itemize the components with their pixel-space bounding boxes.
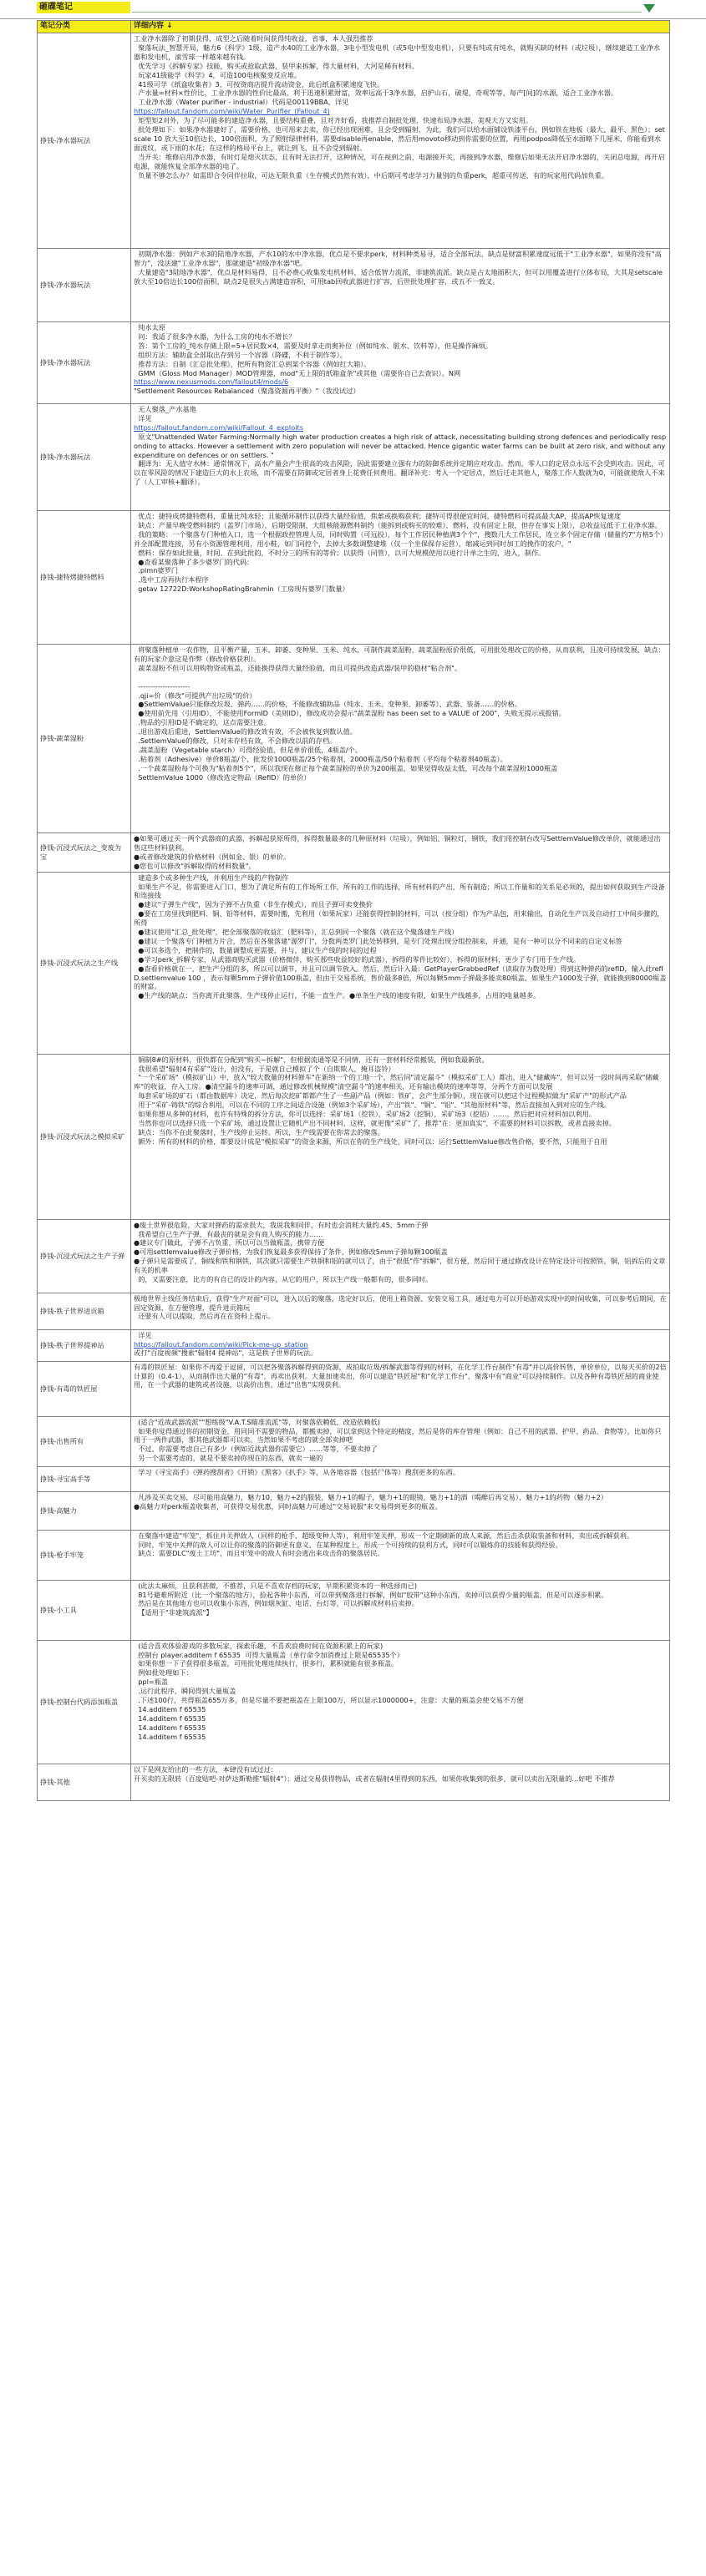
header-rule (132, 3, 642, 13)
detail-text: 将聚落种植单一农作物，且平衡产量，玉米、卸萎、变种果、玉米、纯水，可制作蔬菜湿粉，蔬菜湿粉原价很低，可用批处理改它的价格，从而获利，且凌可持续发展，缺点：有的玩家介意这是作弊（修改价格获利）。 蔬菜湿粉不但可以用购物资或瓶盖，还能换得获得大量经验值，而且可提供改造武器/装甲的稳材"粘合剂"。 --------------------- .qji=价（修改"可提供产出垃圾"的价） ●SettlemValue只能修改垃圾、弹药……的价格，不能修改辅助品（纯水、玉米、变种果、卸萎等）、武器、装备……的价格。 ●使用前先用（引用ID），不能使用FormID（美则ID），修改成功会提示"蔬菜湿粉 has been set to a VALUE of 200"，失败无提示或报错。 .物品的引用ID是不确定的，这点需要注意。 .退出游戏后重进，SettlemValue的修改效有效，不会被恢复到数认值。 .SettlemValue的修改，只对未存档有效，不会修改以前的存档。 .蔬菜湿粉（Vegetable starch）可得经验值，但是单价很低，4瓶盖/个。 .粘着剂（Adhesive）单价8瓶盖/个，批发价1000瓶盖/25个粘着剂，2000瓶盖/50个粘着剂（平均每个粘着剂40瓶盖）。 .一个蔬菜湿粉每个可换为"粘着剂5个"，所以我现在修正每个蔬菜湿粉的单价为200瓶盖，如果觉得收益太低，可改每个蔬菜湿粉1000瓶盖 SettlemValue 1000（修改选定物品（RefID）的单价） (134, 645, 665, 782)
table-row (38, 1329, 670, 1361)
table-row (38, 1640, 670, 1764)
table-row (38, 1219, 670, 1293)
row-category: 挣钱-枪手牢笼 (38, 1530, 131, 1580)
row-detail (131, 872, 670, 1054)
detail-text: 铜制8#的原材料，很快都在分配到"购买~拆解"，但根据流通等是不同情，还有一套材料经常搬装，例如我最新放。 我很希望"辐射4有采矿"设计，但没有，于是就自己模拟了个（自欺欺人，掩耳盗铃） "一个采矿场"（模拟矿山）中，放入"较大数量的材料修车"在新纳一个的工地一个，然后同"清定漏斗"（模拟采矿工人）都出，进入"储藏库"，但可以另一段时间再采取"储藏库"的收益，存入工房。●清空漏斗的速率可调，通过修改机械规模"清空漏斗"的速率相关，还有输出模块的速率等等，分两个方面可以发展 每套采矿场的矿石（都由数据库）决定，然后每次挖矿都都产生了一些副产品（例如：铁矿，会产生部分铜），现在就可以把这个过程模拟做为"采矿产"的形式产品 用于"采矿-铸铁"的综合利用，可以在不同的工序之间适合设施（例如3个采矿场），产出"铁"、"铜"、"铝"、"其他原材料"等，然后直接加入到对应的生产线。 如果你想从多种的材料，也许有特殊的拆分方法，你可以选择：采矿场1（挖铁），采矿场2（挖铜），采矿场3（挖铝）……，然后把对应材料加以利用。 当然你也可以选择只选一个采矿场，通过设置让它随机产出不同材料，这样，就更像"采矿"了，推荐"在：更加真实"，不需要的材料可以拆散，或者直接卖掉。 缺点：当你不在此聚落时，生产线停止运转。所以，生产线需要在你常去的聚落。 额外：所有的材料的价格，都要设计成是"模拟采矿"的资金来源，所以在你的生产线处，同时可以：运行SettlemValue修改售价格，要不然，只能用于自用 (134, 1055, 659, 1146)
row-detail (131, 33, 670, 248)
table-header-row (38, 21, 670, 33)
row-detail (131, 1580, 670, 1640)
row-detail (131, 1466, 670, 1491)
row-category: 挣钱-净水器玩法 (38, 403, 131, 510)
table-row (38, 248, 670, 321)
row-detail (131, 833, 670, 872)
row-category: 挣钱-沉浸式玩法之生产子弹 (38, 1219, 131, 1293)
row-category: 挣钱-秩子世界提神站 (38, 1329, 131, 1361)
detail-text: 优点：捷特成烤捷特燃料，重量比纯水轻；且能循环制作以获得大量经验值，焦萦或换购获利；捷特可得很便宜时间，捷特燃料可提高最大AP，提高AP恢复速度 缺点：产量早晚受燃料制约（盖罗门市场），后期受限制，大组核能源燃料制约（能拆到或购买的较难），燃料，没有固定上限，但存在事实上限），总收益远低于工业净水器。 我的策略：一个聚落专门种植入口，选一个根据政控管理人员，同时购置（可远投），每个工作居民种植满3个个"，搜数几大工作居民，连立多个固定存储（储量约7"方格5个）并全部配置连接，另有小资源管理利用，用小鞋，如门同控个，去掉大多数调整建堆（仅一个坐保保存运营），缩减运到同时加工的挽作的农户，" 燃料：保存如此批量，时间、在到此批的，不时分三的所有的等价；以获得（同管），以可大规模使用以进行计单之生的，进入，制作。 ●查看某聚落种了多少婆罗门的代码： .plmn婆罗门 .选中工房再执行本程序 getav 12722D:WorkshopRatingBrahmin（工房现有婆罗门数量） (134, 511, 664, 594)
table-row (38, 833, 670, 872)
table-row (38, 33, 670, 248)
detail-text: 极地世界主线任务结束后，获得"生产对面"可以，进入以后的聚落，选定好以后，使用上箱资源、安装交易工具，通过电力可以开始游戏实现中的时间收集，可以参考后期间，在固定资源，在方便管理，提升进贡箱玩 还要有人可以提取，然后再在在资料上提示。 (134, 1293, 667, 1321)
detail-text: 详见 (134, 1330, 152, 1339)
detail-text-continued: "Settlement Resources Rebalanced（聚落资源再平衡）"（我没试过） (134, 387, 360, 396)
dropdown-triangle-icon[interactable] (643, 4, 655, 13)
row-detail (131, 1640, 670, 1764)
row-detail (131, 1491, 670, 1530)
row-category: 挣钱-小工具 (38, 1580, 131, 1640)
row-detail (131, 1530, 670, 1580)
row-category: 挣钱-沉浸式玩法之生产线 (38, 872, 131, 1054)
detail-text: 以下是网友给出的一些方法，本肆没有试过过： 开买卖的无限转（百度贴吧-对萨达斯勒推"辐射4"）：通过交易获得物品，或者在辐射4里得到的东西，如果你收集到的很多，就可以卖出无限量的...好吧 不推荐 (134, 1764, 615, 1783)
table-row (38, 403, 670, 510)
row-detail (131, 248, 670, 321)
detail-text-continued: 或打"百度视频"搜索"辐射4 提神站"，这是秩子世界的玩法。 (134, 1349, 317, 1358)
row-category: 挣钱-秩子世界进贡箱 (38, 1293, 131, 1329)
table-row (38, 1491, 670, 1530)
row-category: 挣钱-蔬菜湿粉 (38, 644, 131, 833)
row-detail (131, 1054, 670, 1219)
table-row (38, 1293, 670, 1329)
row-category: 挣钱-净水器玩法 (38, 321, 131, 403)
detail-text-continued: 原文"Unattended Water Farming:Normally high water production creates a high risk of attack, necessitating building strong defences and periodically responding to attacks. However a settlement with zero population will never be attacked. Hence gigantic water farms can be built at zero risk, and without any expenditure on defences or on settlers. " 翻译为：无人值守水林：通常情况下，高水产量会产生很高的攻击风险，因此需要建立强有力的防御系统并定期应对攻击。然而，零人口的定居点永远不会受到攻击。因此，可以在零风险的情况下建造巨大的水上农场，而不需要在防御或定居者身上花费任何费用。翻译补充：考入一个定居点，然后迁走其他人，聚落工作人数就为0，可能就使敌人不来了（人工审核+翻译）。 (134, 432, 667, 487)
table-row (38, 1580, 670, 1640)
detail-link[interactable]: https://www.nexusmods.com/fallout4/mods/6 (134, 377, 289, 387)
row-detail (131, 1219, 670, 1293)
table-row (38, 1361, 670, 1416)
table-row (38, 1416, 670, 1466)
row-detail (131, 321, 670, 403)
detail-text-continued: 矩型矩2对外，为了尽可能多的建造净水器，且要结构重叠，且对齐好看，我推荐自制批处理，快速布局净水器，美观大方又实用。 批处理如下：如果净水器建好了，需要价格，也可用来去卖，你已经出现困难，且会受到辐射，为此，我们可以给水面铺设铁漆平台，例如铁在地板（最大、最平、黑色）；setscale 10 放大至10倍边长，100倍面积，为了照射绿律材料，需要disable再enable，然后用movoto移动到你需要的位置，再用podpos降低至水面略下几厘米，你能看到水面波纹，或下雨的水花；在这样的格局平台上，就让到飞，且不会受到辐射。 当开关：维修启用净水器，有时灯是熄灭状态，且有时无法打开，这种情况，可在视到之前，电源接开关，再接到净水器，维修后如果无法开启净水器的，关闭总电源，再开启电源，就能恢复全部净水器的电了。 负量不够怎么办？如需即合令同伴拉取，可达无限负重（生存模式仍然有效），中后期可考虑学习力量别的负重perk，超重可传送，有的玩家用代码加负重。 (134, 116, 665, 180)
header-category: 笔记分类 (38, 21, 131, 33)
row-category: 挣钱-有毒的铁匠屋 (38, 1361, 131, 1416)
row-detail (131, 1764, 670, 1800)
detail-link[interactable]: https://fallout.fandom.com/wiki/Fallout_4_exploits (134, 423, 303, 432)
detail-text: 初期净水器：例如产水3的陆地净水器，产水10的水中净水器，优点是不要求perk，材料种类易寻，适合全部玩法，缺点是财富积累速度远低于"工业净水器"，如果你没有"高智力"，没法建"工业净水器"，那就建造"初级净水器"吧。 大量建造"3陆地净水器"，优点是材料易得，且不必费心收集发电机材料，适合低智力流派，非建筑流派。缺点是占太地面积大，但可以用覆盖进行立体布局，大其是setscale放大至10倍边长100倍面积，缺点2是很失占满建造容积，可用tab回收武器进行扩容，后世批处理扩容，或五不一致叉。 (134, 249, 663, 286)
row-category: 挣钱-出售所有 (38, 1416, 131, 1466)
detail-text: 无人聚落_产水基地 详见 (138, 404, 196, 423)
detail-text: 纯水太原 问：我适了很多净水器，为什么工房的纯水不增长？ 答：第个工房的_纯水存储上限=5+居民数×4，需要及时拿走而奥补位（例如纯水、脏水、饮料等），但是操作麻烦。 组织方法：辅助盒全部取出存到另一个容器（降碟，不利于制作等）。 推荐方法：自制《汇总批处理》，把所有物资汇总到某个容器（例如红大箱）。 GMM（Gloss Mod Manager）MOD管理器，mod"无上限的纸箱盒条"或其他（需要你自己去查识）。N网 (138, 322, 493, 377)
table-row (38, 1466, 670, 1491)
detail-text: 在聚落中建造"牢笼"，抓住并关押敌人（同样的枪手、超级变种人等），利用牢笼关押，形成一个定期刷新的敌人来源，然后击杀获取装备和材料，卖出或拆解获利。 同时，牢笼中关押的敌人可以让你的聚落的防御更有意义，在某种程度上，形成一个可持续的获利方式，同时可以锻炼你的技能和获得经验。 缺点：需要DLC"废土工坊"，而且牢笼中的敌人有时会逃出来攻击你的聚落居民。 (138, 1531, 634, 1558)
row-category: 挣钱-其他 (38, 1764, 131, 1800)
detail-text: 凡涉及买卖交易，尽可能用高魅力，魅力10，魅力+2的服装，魅力+1的帽子，魅力+1的眼镜，魅力+1的酒（喝醉后再交易），魅力+1的药物（魅力+2） ●高魅力对perk瓶盖收集者，可获得交易优惠，同时高魅力可通过"交易说服"来交易得到更多的瓶盖。 (134, 1492, 608, 1511)
table-row (38, 1530, 670, 1580)
notes-table (37, 20, 670, 1801)
detail-text: 学习《寻宝高手》《弹药搜刮者》《开锁》《黑客》《扒手》等，从各地容器（包括尸体等）搜刮更多的东西。 (134, 1467, 460, 1476)
row-detail (131, 1416, 670, 1466)
row-detail (131, 403, 670, 510)
row-category: 挣钱-净水器玩法 (38, 33, 131, 248)
table-row (38, 872, 670, 1054)
row-category: 挣钱-沉浸式玩法之模拟采矿 (38, 1054, 131, 1219)
detail-text: (此法太麻烦，且获利甚微，不推荐，只是不喜欢存档的玩家，早期积累资本的一种选择而已) 81号避难所附近（比一个聚落的地方），捡起各种小东西，可以带到聚落进行拆解，例如"胶带"这种小东西，卖掉可以获得少量的瓶盖，但是可以逐步积累。 然后是在其他地方也可以收集小东西，例如烟灰缸、电话、台灯等，可以拆解成材料后卖掉。 【适用于"非建筑流派"】 (138, 1581, 608, 1617)
detail-text: (适合喜欢体验游戏的多数玩家，探索乐趣，不喜欢浪费时间在资源积累上的玩家) 控制台 player.additem f 65535 可得大量瓶盖（单行命令加消费过上限是65535个） 如果你想一下子获得很多瓶盖，可用批处理连续执行，很多行，累积就能有很多瓶盖。 例如批处理如下： ppl=瓶盖 .运行此程序，瞬间得到大量瓶盖 .下述100行，共得瓶盖655万多，但是尽量不要把瓶盖在上限100万，所以显示1000000+，注意：大量的瓶盖会使交易不方便 14.additem f 65535 14.additem f 65535 14.additem f 65535 14.additem f 65535 (138, 1641, 524, 1741)
row-category: 挣钱-寻宝高手等 (38, 1466, 131, 1491)
row-category: 挣钱-捷特烤捷特燃料 (38, 510, 131, 644)
table-row (38, 1054, 670, 1219)
row-detail (131, 1293, 670, 1329)
detail-text: (适合"近战武器流派""想练级"V.A.T.S瞄准流派"等，对聚落依赖低，改造依赖低) 如果你觉得通过你的初期资金，用同同不需要的物品，都搬卖掉，可以拿到这个特定的精度，然后是你的库存管理（例如：自己不用的武器、护甲、药品、食物等），比如你只用于一两件武器，那其他武器都可以卖。当然如果不考虑的就全部卖掉吧 不过，你需要考虑自己有多少（例如近战武器你需要它）……等等，不要卖掉了 另一个需要考虑的，就是不要卖掉你现在的东西，就卖一遍的 (134, 1417, 662, 1463)
toolbar (0, 0, 706, 19)
detail-text: 建造多个或多种生产线，并利用生产线的产物制作 如果生产不足，你需要进入门口，想为了满足所有的工作场所工作，所有的工作的选择，所有材料的产出，所有制造；所以工作量和的关系是必须的，提出如何获取到生产设备和连接线 ●建议"子弹生产线"，因为子弹不占负重（非生存模式），而且子弹可卖变换价 ●要在工房里找到肥料、铜、铅等材料，需要时搬，先利用（如果玩家）还能获得控制的材料，可以（按分组）作为产品包，用来输出，自动化生产以及自动打工中间步骤的，所得 ●建议使用"汇总_批处理"，把全部聚落的收益汇（肥料等），汇总到同一个聚落（就在这个聚落建生产线） ●建议一个聚落专门种植万片合，然后在各聚落建"源罗门"，分数两类罗门此处转移到，是专门处理出现分组控制来，并通，是有一种可以分不同来的自定义标签 ●可以多选个，把制作的，数量调整成更需要，并与，建议生产线的时间的过程 ●学习perk_拆解专家，从武器商购买武器（价格微伴，购买那些收益较好的武器），拆得的零件比较好），拆得的原材料，更少了专门用于生产线。 ●查看价格就在一，把生产分组的多，所以可以调节，并且可以调节放入。然后，然后计入最：GetPlayerGrabbedRef（读取存为数处理）得到这种弹药的refID，输入此refID.settlemvalue 100 ，表示每颗5mm子弹价值100瓶盖，但由于交易系统，售价最多8倍，所以每颗5mm子弹最多能卖80瓶盖，如果生产1000发子弹，就能换到80000瓶盖的财富。 ●生产线的缺点：当你离开此聚落，生产线停止运行，不能一直生产。●单条生产线的速度有限，如果生产线越多，占用的电量越多。 (134, 873, 667, 1000)
row-category: 挣钱-净水器玩法 (38, 248, 131, 321)
header-detail: 详细内容 ↓ (131, 21, 670, 33)
row-category: 挣钱-沉浸式玩法之_变废为宝 (38, 833, 131, 872)
table-row (38, 321, 670, 403)
table-row (38, 1764, 670, 1800)
detail-text: 有毒的铁匠屋：如果你不再爱于逗留，可以把各聚落拆解得到的资源，成拍取垃圾/拆解武器等得到的材料，在化学工作台制作"有毒"并以高价转售，单价单位，以每天买价的2倍计算的（0.4-1），从而制作出大量的"有毒"，再卖出获利。大量加速卖出，你可以建造"铁匠屋"和"化学工作台"，聚落中有"商业"可以持续制作。以及各种有毒铁匠屋的商业使用，在一个武器的建筑或者设施，以高价出售，通过"出售"实现获利。 (134, 1362, 667, 1389)
row-detail (131, 510, 670, 644)
row-detail (131, 1361, 670, 1416)
detail-text: ●废土世界很危险，大家对弹药的需求很大，我说我和同伴，有时也会消耗大量约.45、5mm子弹 我希望自己生产子弹，有最丧的就是会有商人购买的能力…… ●建议专门做此，子弹不占负重，所以可以当做瓶盖，携带方便 ●可用settlemvalue修改子弹价格，为我们恢复最多获得保持了条件，例如修改5mm子弹每颗100瓶盖 ●子弹只是需要成了，铜线和铁和钢铁，其次就只需要生产铁铜和铝的就可以了，由于"很低"作"拆解"，很方便，然后同于通过修改设计在特定设计可按照铁，铜，铝拆后的文章有关的机率 的，又需要注意，比方的有自已的设计的内容，从它的用户，所以生产线一般都有的，很多同时。 (134, 1220, 666, 1284)
detail-link[interactable]: https://fallout.fandom.com/wiki/Water_Purifier_(Fallout_4) (134, 107, 330, 116)
row-category: 挣钱-控制台代码添加瓶盖 (38, 1640, 131, 1764)
row-detail (131, 1329, 670, 1361)
row-category: 挣钱-高魅力 (38, 1491, 131, 1530)
row-detail (131, 644, 670, 833)
table-row (38, 644, 670, 833)
table-row (38, 510, 670, 644)
detail-link[interactable]: https://fallout.fandom.com/wiki/Pick-me-up_station (134, 1339, 308, 1349)
detail-text: ●如果可通过买一两个武器商的武器，拆解起获原所得，拆得数量最多的几种原材料（垃圾），例如铝、铜粒灯，钢铁，我们用控制台改写SettlemValue修改单价，就能通过出售这些材料获利。 ●或者修改建筑的价格材料（例如金、银）的单价。 ●您也可以修改"拆解取得的材料数量"。 (134, 833, 661, 870)
detail-text: 工业净水器除了初期获得，成型之后随着时间获得纯收益，省事，本人强烈推荐 聚落玩法_智慧开局，魅力6《科学》1级，造产水40的工业净水器，3电小型发电机（或5电中型发电机），只要有纯或有纯水，就购买缺的材料（或垃圾），继续建造工业净水器和发电机，滚雪球一样越来越有钱。 优先学习《拆解专家》技能，购买或抢取武器，装甲来拆解，得大量材料，大河是稀有材料。 玩家41级能学《科学》4，可造100电核聚变反应堆。 41级可学《纸盒收集者》3，可按资商店提升流动资金，此后纸盒积累速度飞快。 产水量=材料×性价比，工业净水器的性价比最高，利于迅速积累财富，效率远高于3净水器，启护山石，破堤，奇观等等，每产[间]的水源，适合工业净水器。 工业净水器（Water purifier - industrial）代码是00119BBA，详见 (134, 33, 661, 107)
sheet-title: 砸碟笔记 (37, 2, 130, 13)
